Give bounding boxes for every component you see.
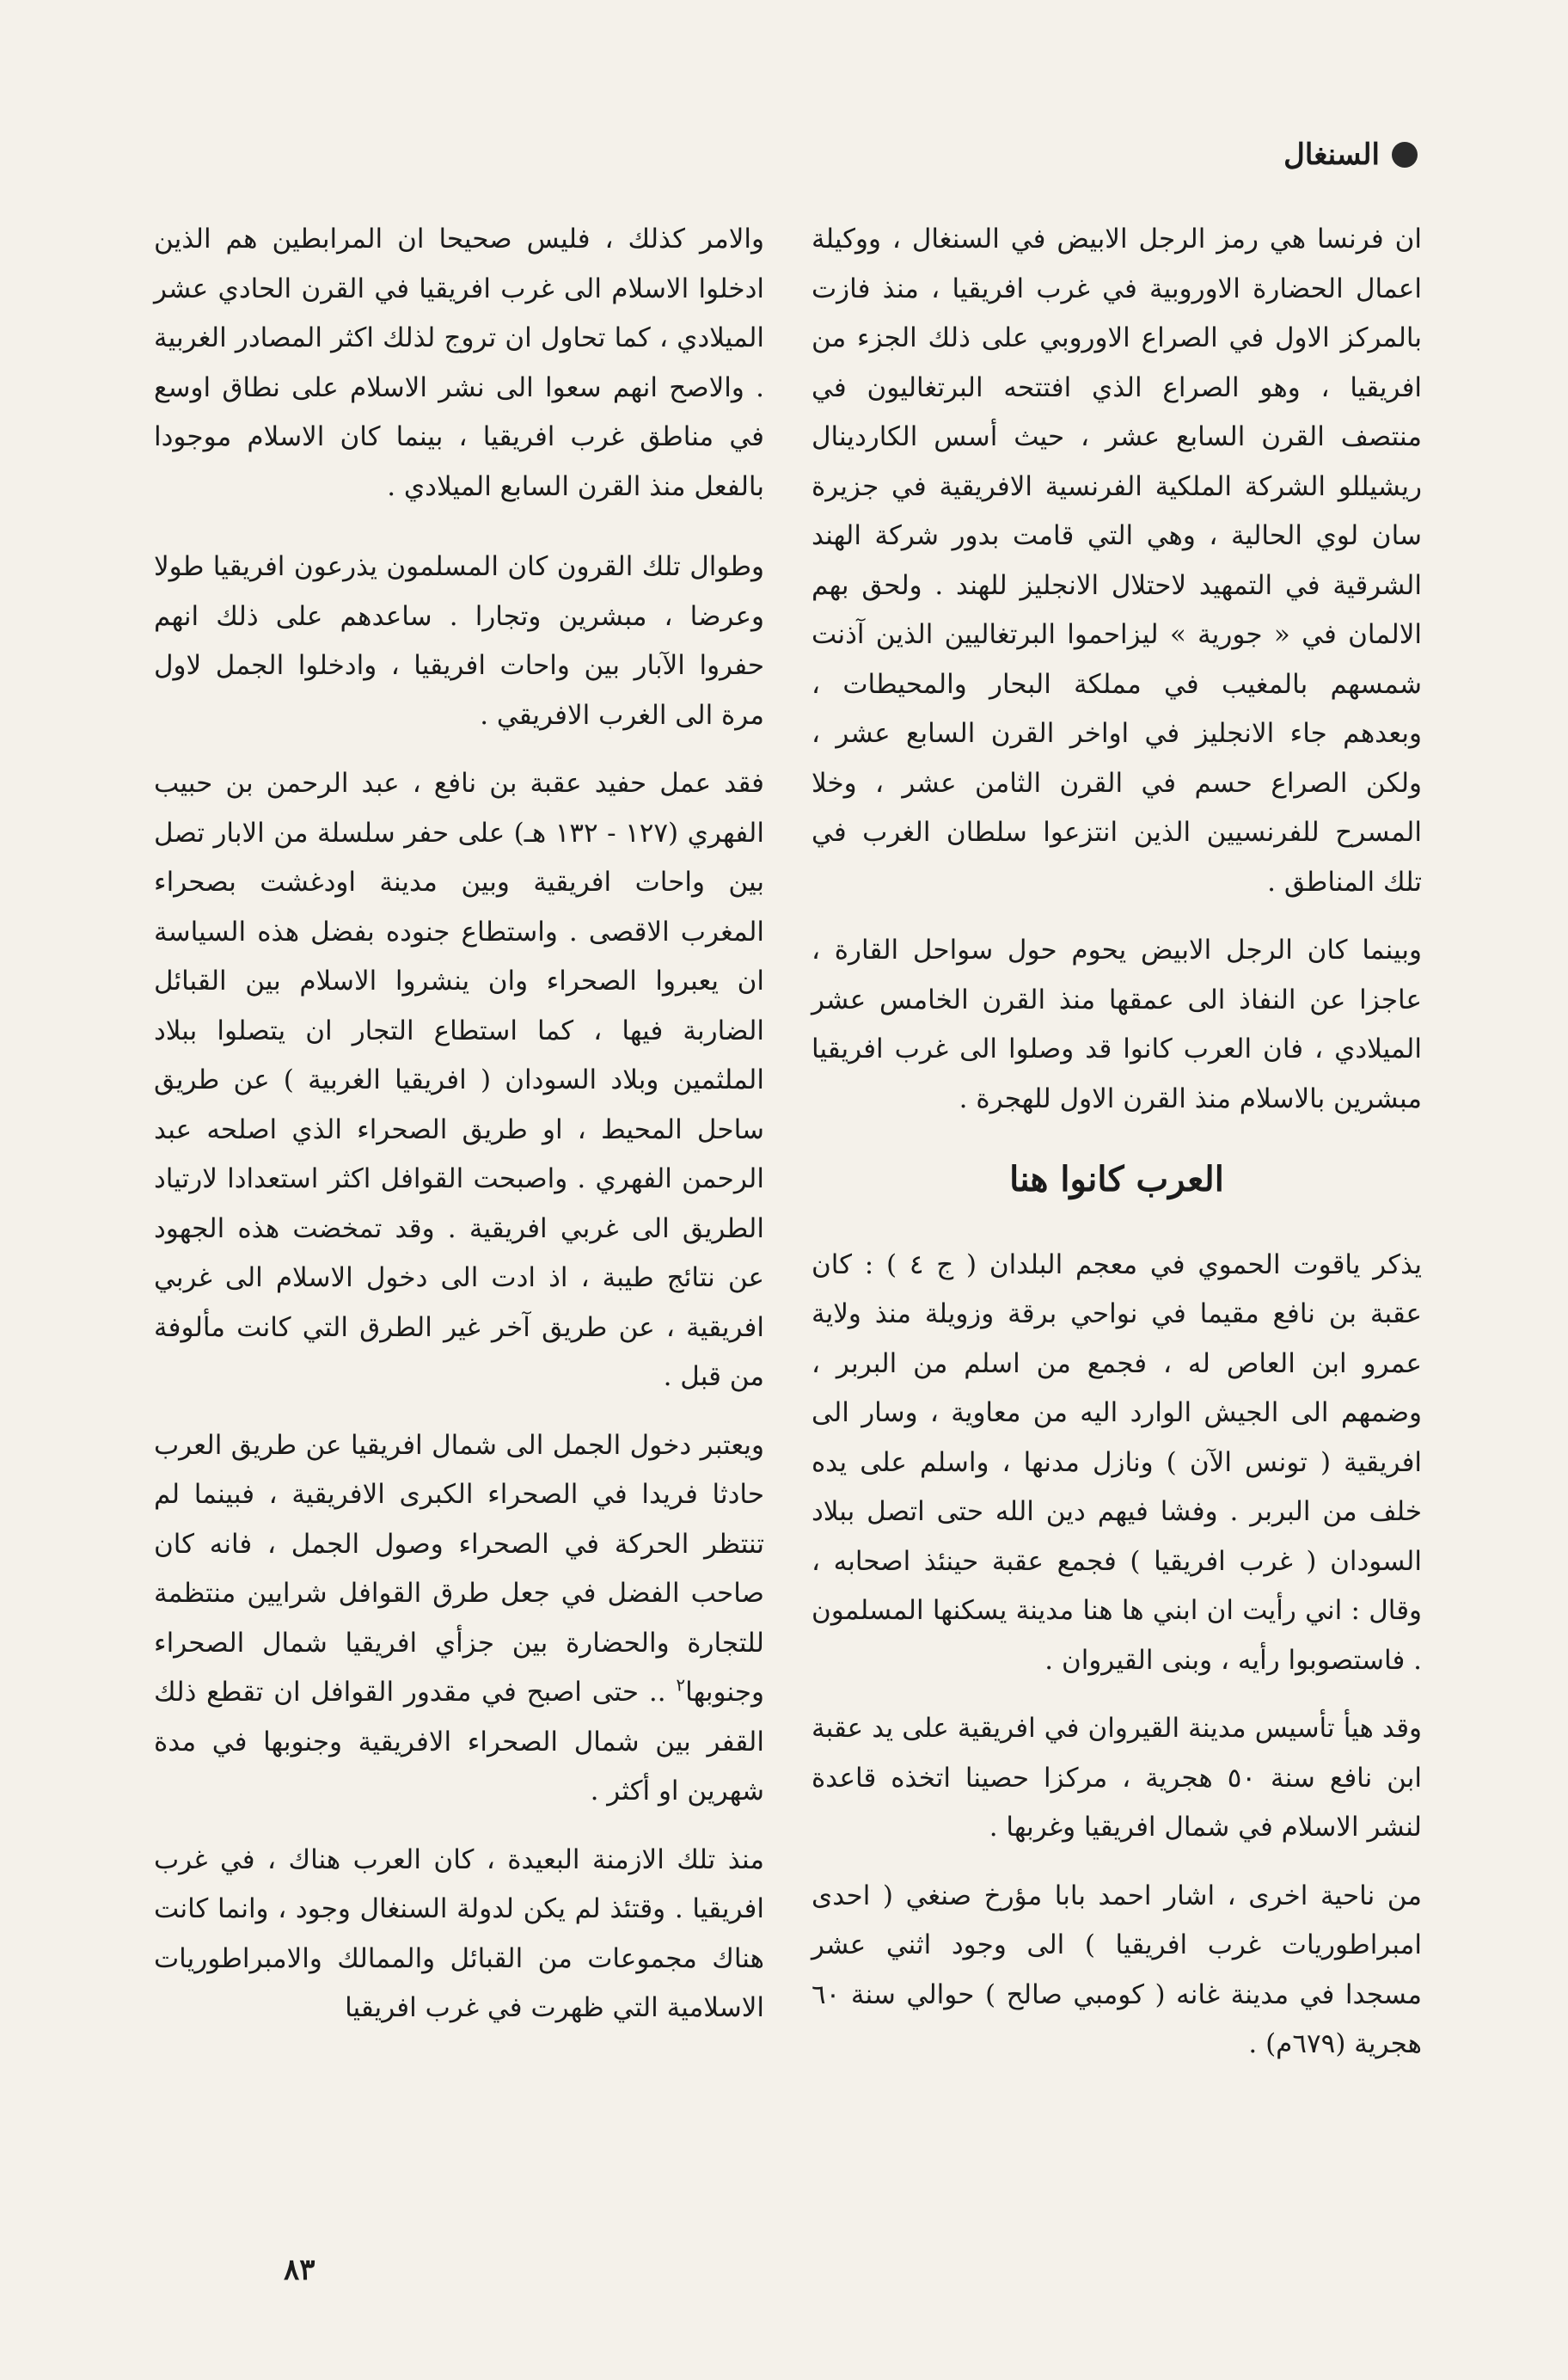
right-column bbox=[812, 215, 1422, 2089]
paragraph: من ناحية اخرى ، اشار احمد بابا مؤرخ صنغي ( احدى امبراطوريات غرب افريقيا ) الى وجود اثني عشر مسجدا في مدينة غانه ( كومبي صالح ) حوالي سنة ٦٠ هجرية (٦٧٩م) . bbox=[812, 1880, 1422, 2059]
page-number: ٨٣ bbox=[284, 2253, 315, 2287]
paragraph: ان فرنسا هي رمز الرجل الابيض في السنغال ، ووكيلة اعمال الحضارة الاوروبية في غرب افريقيا ، منذ فازت بالمركز الاول في الصراع الاوروبي على ذلك الجزء من افريقيا ، وهو الصراع الذي افتتحه البرتغاليون في منتصف القرن السابع عشر ، حيث أسس الكاردينال ريشيللو الشركة الملكية الفرنسية الافريقية في جزيرة سان لوي الحالية ، وهي التي قامت بدور شركة الهند الشرقية في التمهيد لاحتلال الانجليز للهند . ولحق بهم الالمان في « جورية » ليزاحموا البرتغاليين الذين آذنت شمسهم بالمغيب في مملكة البحار والمحيطات ، وبعدهم جاء الانجليز في اواخر القرن السابع عشر ، ولكن الصراع حسم في القرن الثامن عشر ، وخلا المسرح للفرنسيين الذين انتزعوا سلطان الغرب في تلك المناطق . bbox=[812, 224, 1422, 898]
paragraph-text: .. حتى اصبح في مقدور القوافل ان تقطع ذلك القفر بين شمال الصحراء الافريقية وجنوبها في مدة شهرين او أكثر . bbox=[154, 1677, 764, 1806]
paragraph: منذ تلك الازمنة البعيدة ، كان العرب هناك ، في غرب افريقيا . وقتئذ لم يكن لدولة السنغال وجود ، وانما كانت هناك مجموعات من القبائل والممالك والامبراطوريات الاسلامية التي ظهرت في غرب افريقيا bbox=[154, 1843, 764, 2023]
paragraph: وقد هيأ تأسيس مدينة القيروان في افريقية على يد عقبة ابن نافع سنة ٥٠ هجرية ، مركزا حصينا اتخذه قاعدة لنشر الاسلام في شمال افريقيا وغربها . bbox=[812, 1713, 1422, 1843]
footnote-marker: ٢ bbox=[676, 1674, 686, 1696]
paragraph: والامر كذلك ، فليس صحيحا ان المرابطين هم الذين ادخلوا الاسلام الى غرب افريقيا في القرن الحادي عشر الميلادي ، كما تحاول ان تروج لذلك اكثر المصادر الغربية . والاصح انهم سعوا الى نشر الاسلام على نطاق اوسع في مناطق غرب افريقيا ، بينما كان الاسلام موجودا بالفعل منذ القرن السابع الميلادي . bbox=[154, 224, 764, 502]
paragraph: فقد عمل حفيد عقبة بن نافع ، عبد الرحمن بن حبيب الفهري (١٢٧ - ١٣٢ هـ) على حفر سلسلة من الابار تصل بين واحات افريقية وبين مدينة اودغشت بصحراء المغرب الاقصى . واستطاع جنوده بفضل هذه السياسة ان يعبروا الصحراء وان ينشروا الاسلام بين القبائل الضاربة فيها ، كما استطاع التجار ان يتصلوا ببلاد الملثمين وبلاد السودان ( افريقيا الغربية ) عن طريق ساحل المحيط ، او طريق الصحراء الذي اصلحه عبد الرحمن الفهري . واصبحت القوافل اكثر استعدادا لارتياد الطريق الى غربي افريقية . وقد تمخضت هذه الجهود عن نتائج طيبة ، اذ ادت الى دخول الاسلام الى غربي افريقية ، عن طريق آخر غير الطرق التي كانت مألوفة من قبل . bbox=[154, 768, 764, 1392]
paragraph: وبينما كان الرجل الابيض يحوم حول سواحل القارة ، عاجزا عن النفاذ الى عمقها منذ القرن الخامس عشر الميلادي ، فان العرب كانوا قد وصلوا الى غرب افريقيا مبشرين بالاسلام منذ القرن الاول للهجرة . bbox=[812, 935, 1422, 1114]
left-column bbox=[154, 215, 764, 2052]
running-header bbox=[1283, 138, 1418, 172]
paragraph bbox=[154, 1421, 764, 1817]
bullet-icon bbox=[1392, 142, 1418, 168]
paragraph-text: ويعتبر دخول الجمل الى شمال افريقيا عن طريق العرب حادثا فريدا في الصحراء الكبرى الافريقية ، فبينما لم تنتظر الحركة في الصحراء وصول الجمل ، فانه كان صاحب الفضل في جعل طرق القوافل شرايين منتظمة للتجارة والحضارة بين جزأي افريقيا شمال الصحراء وجنوبها bbox=[154, 1429, 764, 1708]
header-title: السنغال bbox=[1283, 138, 1380, 172]
section-heading: العرب كانوا هنا bbox=[1009, 1159, 1224, 1199]
paragraph: يذكر ياقوت الحموي في معجم البلدان ( ج ٤ ) : كان عقبة بن نافع مقيما في نواحي برقة وزويلة منذ ولاية عمرو ابن العاص له ، فجمع من اسلم من البربر ، وضمهم الى الجيش الوارد اليه من معاوية ، وسار الى افريقية ( تونس الآن ) ونازل مدنها ، واسلم على يده خلف من البربر . وفشا فيهم دين الله حتى اتصل ببلاد السودان ( غرب افريقيا ) فجمع عقبة حينئذ اصحابه ، وقال : اني رأيت ان ابني ها هنا مدينة يسكنها المسلمون . فاستصوبوا رأيه ، وبنى القيروان . bbox=[812, 1248, 1422, 1676]
paragraph: وطوال تلك القرون كان المسلمون يذرعون افريقيا طولا وعرضا ، مبشرين وتجارا . ساعدهم على ذلك انهم حفروا الآبار بين واحات افريقيا ، وادخلوا الجمل لاول مرة الى الغرب الافريقي . bbox=[154, 551, 764, 731]
